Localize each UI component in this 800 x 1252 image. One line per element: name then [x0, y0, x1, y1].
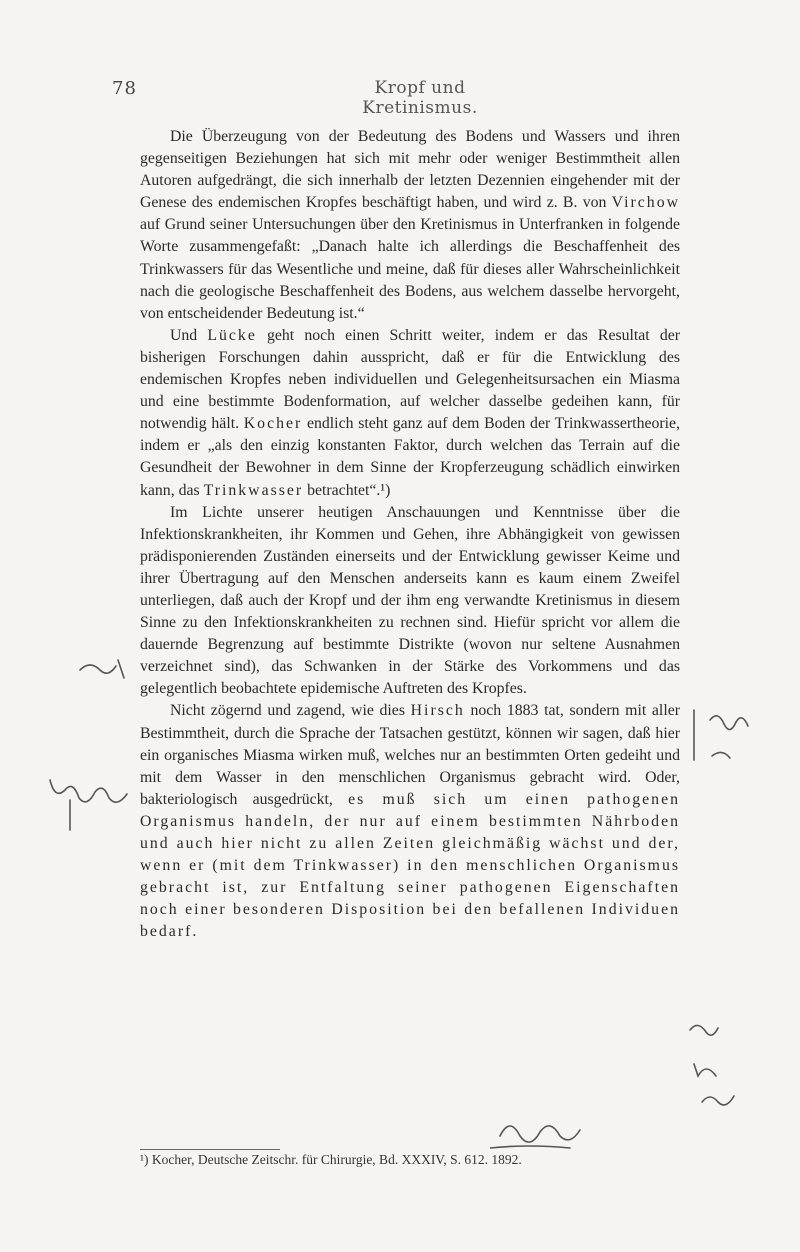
author-name-virchow: Virchow: [611, 194, 680, 212]
paragraph-4: Nicht zögernd und zagend, wie dies Hirsch noch 1883 tat, sondern mit aller Bestimmtheit, durch die Sprache der Tatsachen gestützt, können wir sagen, daß hier ein organisches Miasma wirken muß, welches nur an bestimmten Orten gedeiht und mit dem Wasser in den menschlichen Organismus gebracht wird. Oder, bakteriologisch ausgedrückt, es muß sich um einen pathogenen Organismus handeln, der nur auf einem bestimmten Nährboden und auch hier nicht zu allen Zeiten gleichmäßig wächst und der, wenn er (mit dem Trinkwasser) in den menschlichen Organismus gebracht ist, zur Entfaltung seiner pathogenen Eigenschaften noch einer besonderen Disposition bei den befallenen Individuen bedarf.: [140, 702, 680, 941]
margin-pencil-mark-left-upper: [70, 640, 140, 710]
body-text: [140, 126, 680, 943]
author-name-luecke: Lücke: [207, 326, 257, 344]
margin-pencil-mark-right-lower: [680, 1010, 790, 1120]
paragraph-1: Die Überzeugung von der Bedeutung des Bodens und Wassers und ihren gegenseitigen Beziehungen hat sich mit mehr oder weniger Bestimmtheit allen Autoren aufgedrängt, die sich innerhalb der letzten Dezennien eingehender mit der Genese des endemischen Kropfes beschäftigt haben, und wird z. B. von Virchow auf Grund seiner Untersuchungen über den Kretinismus in Unterfranken in folgende Worte zusammengefaßt: „Danach halte ich allerdings die Beschaffenheit des Trinkwassers für das Wesentliche und meine, daß für dieses aller Wahrscheinlichkeit nach die geologische Beschaffenheit des Bodens, aus welchem dasselbe hervorgeht, von entscheidender Bedeutung ist.“: [140, 128, 680, 322]
footnote-text: Kocher, Deutsche Zeitschr. für Chirurgie, Bd. XXXIV, S. 612. 1892.: [151, 1152, 522, 1167]
emphasis-conclusion: es muß sich um einen pathogenen Organismus handeln, der nur auf einem bestimmten Nährboden und auch hier nicht zu allen Zeiten gleichmäßig wächst und der, wenn er (mit dem Trinkwasser) in den menschlichen Organismus gebracht ist, zur Entfaltung seiner pathogenen Eigenschaften noch einer besonderen Disposition bei den befallenen Individuen bedarf.: [140, 790, 680, 941]
margin-pencil-mark-left-lower: [40, 760, 140, 840]
author-name-hirsch: Hirsch: [410, 702, 465, 720]
footnote-rule: [140, 1149, 280, 1150]
author-name-kocher: Kocher: [243, 415, 303, 433]
bottom-pencil-mark: [490, 1110, 650, 1150]
paragraph-2: Und Lücke geht noch einen Schritt weiter, indem er das Resultat der bisherigen Forschungen dahin ausspricht, daß er für die Entwicklung des endemischen Kropfes neben individuellen und Gelegenheitsursachen ein Miasma und eine bestimmte Bodenformation, auf welcher dasselbe gedeihen kann, für notwendig hält. Kocher endlich steht ganz auf dem Boden der Trinkwassertheorie, indem er „als den einzig konstanten Faktor, durch welchen das Terrain auf die Gesundheit der Bewohner in dem Sinne der Kropferzeugung schädlich einwirken kann, das Trinkwasser betrachtet“.¹): [140, 326, 680, 499]
footnote-marker: ¹): [140, 1152, 149, 1167]
page-header: [0, 78, 800, 118]
margin-pencil-mark-right: [690, 700, 790, 780]
page-number: 78: [112, 78, 137, 99]
footnote: [140, 1152, 680, 1168]
paragraph-3: Im Lichte unserer heutigen Anschauungen und Kenntnisse über die Infektionskrankheiten, ihr Kommen und Gehen, ihre Abhängigkeit von gewissen prädisponierenden Zuständen einerseits und der Entwicklung gewisser Keime und ihrer Übertragung auf den Menschen anderseits kann es kaum einem Zweifel unterliegen, daß auch der Kropf und der ihm eng verwandte Kretinismus in diesem Sinne zu den Infektionskrankheiten zu rechnen sind. Hiefür spricht vor allem die dauernde Begrenzung auf bestimmte Distrikte (wovon nur seltene Ausnahmen verzeichnet sind), das Schwanken in der Stärke des Vorkommens und das gelegentlich beobachtete epidemische Auftreten des Kropfes.: [140, 503, 680, 698]
emphasis-trinkwasser: Trinkwasser: [203, 481, 304, 499]
running-title: Kropf und Kretinismus.: [362, 78, 478, 118]
